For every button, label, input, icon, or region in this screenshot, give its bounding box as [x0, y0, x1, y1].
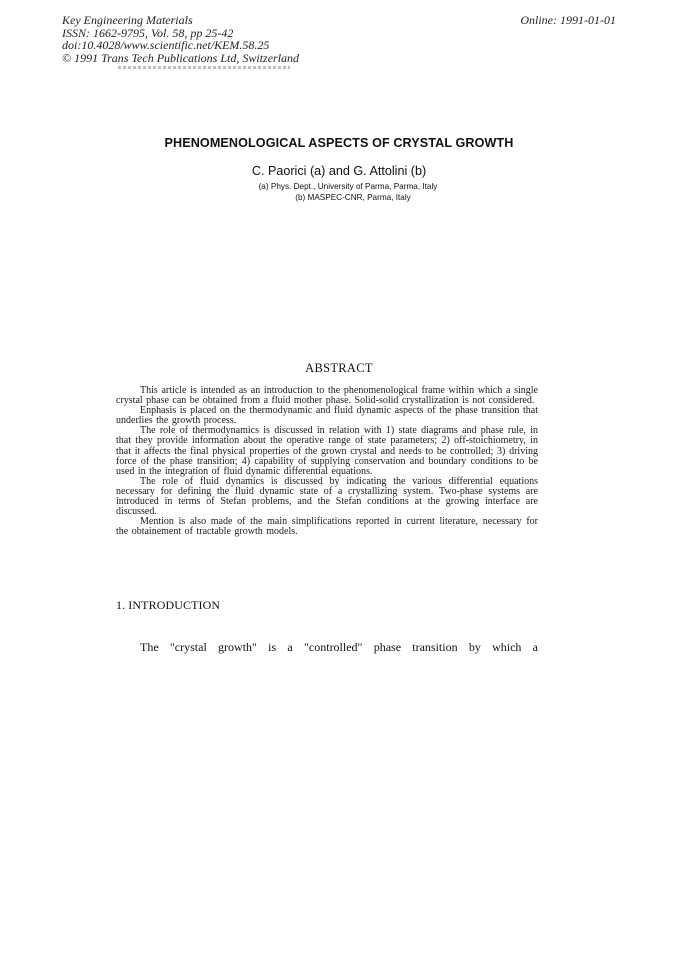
abstract-paragraph: Mention is also made of the main simplifications reported in current literature, necessary for the obtainement of tractable growth models. — [116, 516, 538, 538]
affiliation-a: (a) Phys. Dept., University of Parma, Parma, Italy — [258, 182, 438, 191]
paper-authors: C. Paorici (a) and G. Attolini (b) — [251, 164, 427, 178]
online-date: Online: 1991-01-01 — [520, 13, 616, 27]
doi-line: doi:10.4028/www.scientific.net/KEM.58.25 — [62, 38, 270, 52]
copyright-line: © 1991 Trans Tech Publications Ltd, Switzerland — [62, 50, 300, 65]
affiliation-b: (b) MASPEC-CNR, Parma, Italy — [295, 193, 411, 202]
abstract-paragraph: This article is intended as an introduction to the phenomenological frame within which a single crystal phase can be obtained from a fluid mother phase. Solid-solid crystallization is not considered. — [116, 385, 538, 407]
abstract-paragraph: The role of thermodynamics is discussed in relation with 1) state diagrams and phase rule, in that they provide information about the operative range of state parameters; 2) off-stoichiometry, in that it affects the final physical properties of the grown crystal and needs to be controlled; 3) driving force of the phase transition; 4) capability of supplying conservation and boundary conditions to be used in the integration of fluid dynamic differential equations. — [116, 425, 538, 477]
introduction-heading: 1. INTRODUCTION — [116, 598, 221, 612]
paper-title: PHENOMENOLOGICAL ASPECTS OF CRYSTAL GROWTH — [164, 136, 514, 150]
abstract-paragraph: The role of fluid dynamics is discussed by indicating the various differential equations necessary for defining the fluid dynamic state of a crystallizing system. Two-phase systems are introduced in terms of Stefan problems, and the Stefan conditions at the growing interface are discussed. — [116, 475, 538, 518]
publication-header — [62, 14, 299, 64]
journal-name: Key Engineering Materials — [62, 13, 193, 27]
introduction-first-line: The "crystal growth" is a "controlled" phase transition by which a — [140, 640, 538, 654]
abstract-body — [116, 386, 538, 537]
abstract-heading: ABSTRACT — [305, 361, 373, 375]
abstract-paragraph: Enphasis is placed on the thermodynamic and fluid dynamic aspects of the phase transition that underlies the growth process. — [116, 405, 538, 427]
issn-line: ISSN: 1662-9795, Vol. 58, pp 25-42 — [62, 25, 234, 40]
scan-artifact-line — [118, 66, 290, 69]
